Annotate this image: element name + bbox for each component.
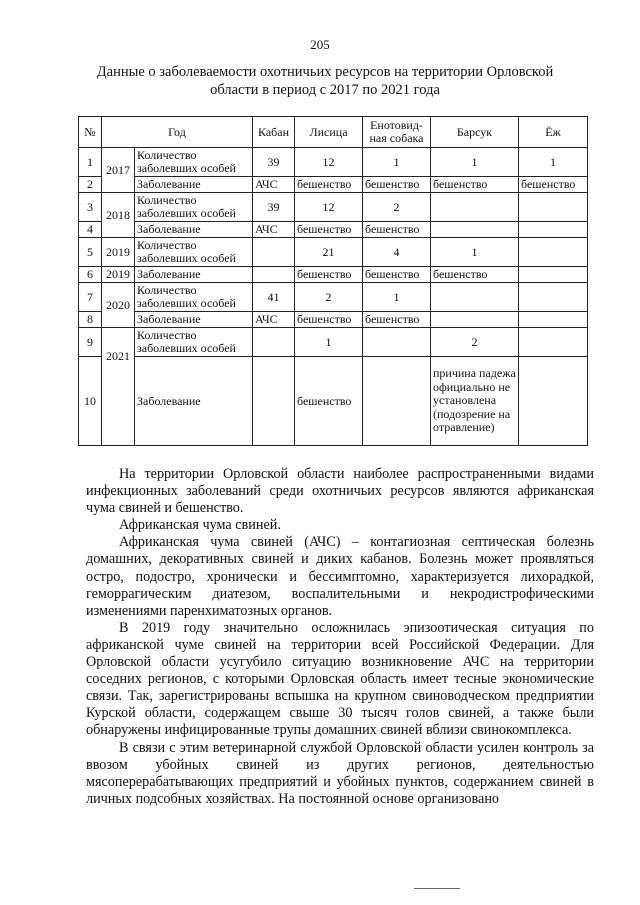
row-label: Заболевание <box>135 312 253 328</box>
cell-lisica: бешенство <box>295 177 363 193</box>
paragraph: В 2019 году значительно осложнилась эпизоотическая ситуация по африканской чуме свиней на территории всей Российской Федерации. Для Орловской области усугубило ситуацию возникновение АЧС на территории соседних регионов, с которыми Орловская область имеет тесные экономические связи. Так, зарегистрированы вспышка на крупном свиноводческом предприятии Курской области, содержащем свыше 30 тысяч голов свиней, а также были обнаружены инфицированные трупы домашних свиней вблизи свинокомплекса. <box>86 619 594 739</box>
cell-enot: 1 <box>363 283 431 312</box>
row-num: 9 <box>79 328 102 357</box>
row-year: 2017 <box>102 148 135 193</box>
row-label: Заболевание <box>135 177 253 193</box>
row-year: 2020 <box>102 283 135 328</box>
table-title <box>60 63 590 99</box>
table-row <box>79 148 588 177</box>
cell-barsuk <box>431 312 519 328</box>
cell-lisica: бешенство <box>295 312 363 328</box>
table-row <box>79 328 588 357</box>
row-num: 10 <box>79 357 102 446</box>
header-ezh: Ёж <box>519 117 588 148</box>
cell-ezh <box>519 328 588 357</box>
cell-barsuk: 2 <box>431 328 519 357</box>
paragraph: На территории Орловской области наиболее распространенными видами инфекционных заболеваний среди охотничьих ресурсов являются африканская чума свиней и бешенство. <box>86 466 594 517</box>
paragraph: В связи с этим ветеринарной службой Орловской области усилен контроль за ввозом убойных свиней из других регионов, деятельностью мясоперерабатывающих предприятий и убойных пунктов, содержанием свиней в личных подсобных хозяйствах. На постоянной основе организовано <box>86 739 594 807</box>
cell-ezh <box>519 357 588 446</box>
cell-lisica: 12 <box>295 193 363 222</box>
table-row <box>79 283 588 312</box>
cell-kaban: АЧС <box>253 312 295 328</box>
row-num: 4 <box>79 222 102 238</box>
row-label: Количество заболевших особей <box>135 238 253 267</box>
row-label: Количество заболевших особей <box>135 193 253 222</box>
cell-kaban: АЧС <box>253 222 295 238</box>
cell-lisica: бешенство <box>295 357 363 446</box>
cell-barsuk: бешенство <box>431 177 519 193</box>
footer-divider <box>414 888 460 889</box>
cell-enot <box>363 357 431 446</box>
cell-kaban <box>253 357 295 446</box>
table-row <box>79 312 588 328</box>
cell-enot: бешенство <box>363 222 431 238</box>
row-num: 3 <box>79 193 102 222</box>
cell-barsuk: причина падежа официально не установлена (подозрение на отравление) <box>431 357 519 446</box>
header-num: № <box>79 117 102 148</box>
table-row <box>79 177 588 193</box>
header-barsuk: Барсук <box>431 117 519 148</box>
body-text <box>86 466 594 808</box>
row-label: Количество заболевших особей <box>135 283 253 312</box>
cell-kaban <box>253 328 295 357</box>
cell-enot: бешенство <box>363 312 431 328</box>
row-num: 7 <box>79 283 102 312</box>
row-label: Заболевание <box>135 357 253 446</box>
cell-lisica: 1 <box>295 328 363 357</box>
row-year: 2019 <box>102 238 135 267</box>
cell-kaban: АЧС <box>253 177 295 193</box>
header-kaban: Кабан <box>253 117 295 148</box>
paragraph-heading: Африканская чума свиней. <box>119 517 281 534</box>
header-enot: Енотовид-ная собака <box>363 117 431 148</box>
table-row <box>79 267 588 283</box>
cell-lisica: 21 <box>295 238 363 267</box>
cell-enot: бешенство <box>363 177 431 193</box>
cell-kaban <box>253 238 295 267</box>
cell-enot <box>363 328 431 357</box>
row-year: 2019 <box>102 267 135 283</box>
row-num: 5 <box>79 238 102 267</box>
paragraph: Африканская чума свиней (АЧС) – контагиозная септическая болезнь домашних, декоративных свиней и диких кабанов. Болезнь может проявляться остро, подостро, хронически и бессимптомно, характеризуется лихорадкой, геморрагическим диатезом, воспалительными и некродистрофическими изменениями паренхиматозных органов. <box>86 534 594 619</box>
row-year: 2018 <box>102 193 135 238</box>
header-year: Год <box>102 117 253 148</box>
cell-barsuk <box>431 193 519 222</box>
cell-ezh: бешенство <box>519 177 588 193</box>
table-header-row <box>79 117 588 148</box>
cell-enot: 4 <box>363 238 431 267</box>
header-lisica: Лисица <box>295 117 363 148</box>
row-num: 6 <box>79 267 102 283</box>
cell-ezh <box>519 222 588 238</box>
row-label: Заболевание <box>135 267 253 283</box>
cell-ezh: 1 <box>519 148 588 177</box>
row-label: Количество заболевших особей <box>135 148 253 177</box>
title-line-1: Данные о заболеваемости охотничьих ресурсов на территории Орловской <box>96 64 554 80</box>
morbidity-table <box>78 116 588 446</box>
table-row <box>79 222 588 238</box>
cell-ezh <box>519 267 588 283</box>
row-label: Количество заболевших особей <box>135 328 253 357</box>
cell-barsuk <box>431 222 519 238</box>
cell-kaban: 41 <box>253 283 295 312</box>
cell-ezh <box>519 283 588 312</box>
row-label: Заболевание <box>135 222 253 238</box>
cell-barsuk: 1 <box>431 148 519 177</box>
row-num: 1 <box>79 148 102 177</box>
cell-lisica: 12 <box>295 148 363 177</box>
cell-lisica: 2 <box>295 283 363 312</box>
cell-lisica: бешенство <box>295 222 363 238</box>
row-num: 8 <box>79 312 102 328</box>
table-row <box>79 238 588 267</box>
cell-kaban: 39 <box>253 193 295 222</box>
row-year: 2021 <box>102 328 135 446</box>
cell-enot: 1 <box>363 148 431 177</box>
cell-ezh <box>519 238 588 267</box>
cell-kaban: 39 <box>253 148 295 177</box>
cell-enot: 2 <box>363 193 431 222</box>
row-num: 2 <box>79 177 102 193</box>
cell-kaban <box>253 267 295 283</box>
page-number: 205 <box>310 37 330 52</box>
cell-barsuk: 1 <box>431 238 519 267</box>
table-row <box>79 193 588 222</box>
title-line-2: области в период с 2017 по 2021 года <box>210 82 440 98</box>
cell-lisica: бешенство <box>295 267 363 283</box>
table-row <box>79 357 588 446</box>
cell-enot: бешенство <box>363 267 431 283</box>
cell-ezh <box>519 312 588 328</box>
cell-ezh <box>519 193 588 222</box>
cell-barsuk: бешенство <box>431 267 519 283</box>
cell-barsuk <box>431 283 519 312</box>
